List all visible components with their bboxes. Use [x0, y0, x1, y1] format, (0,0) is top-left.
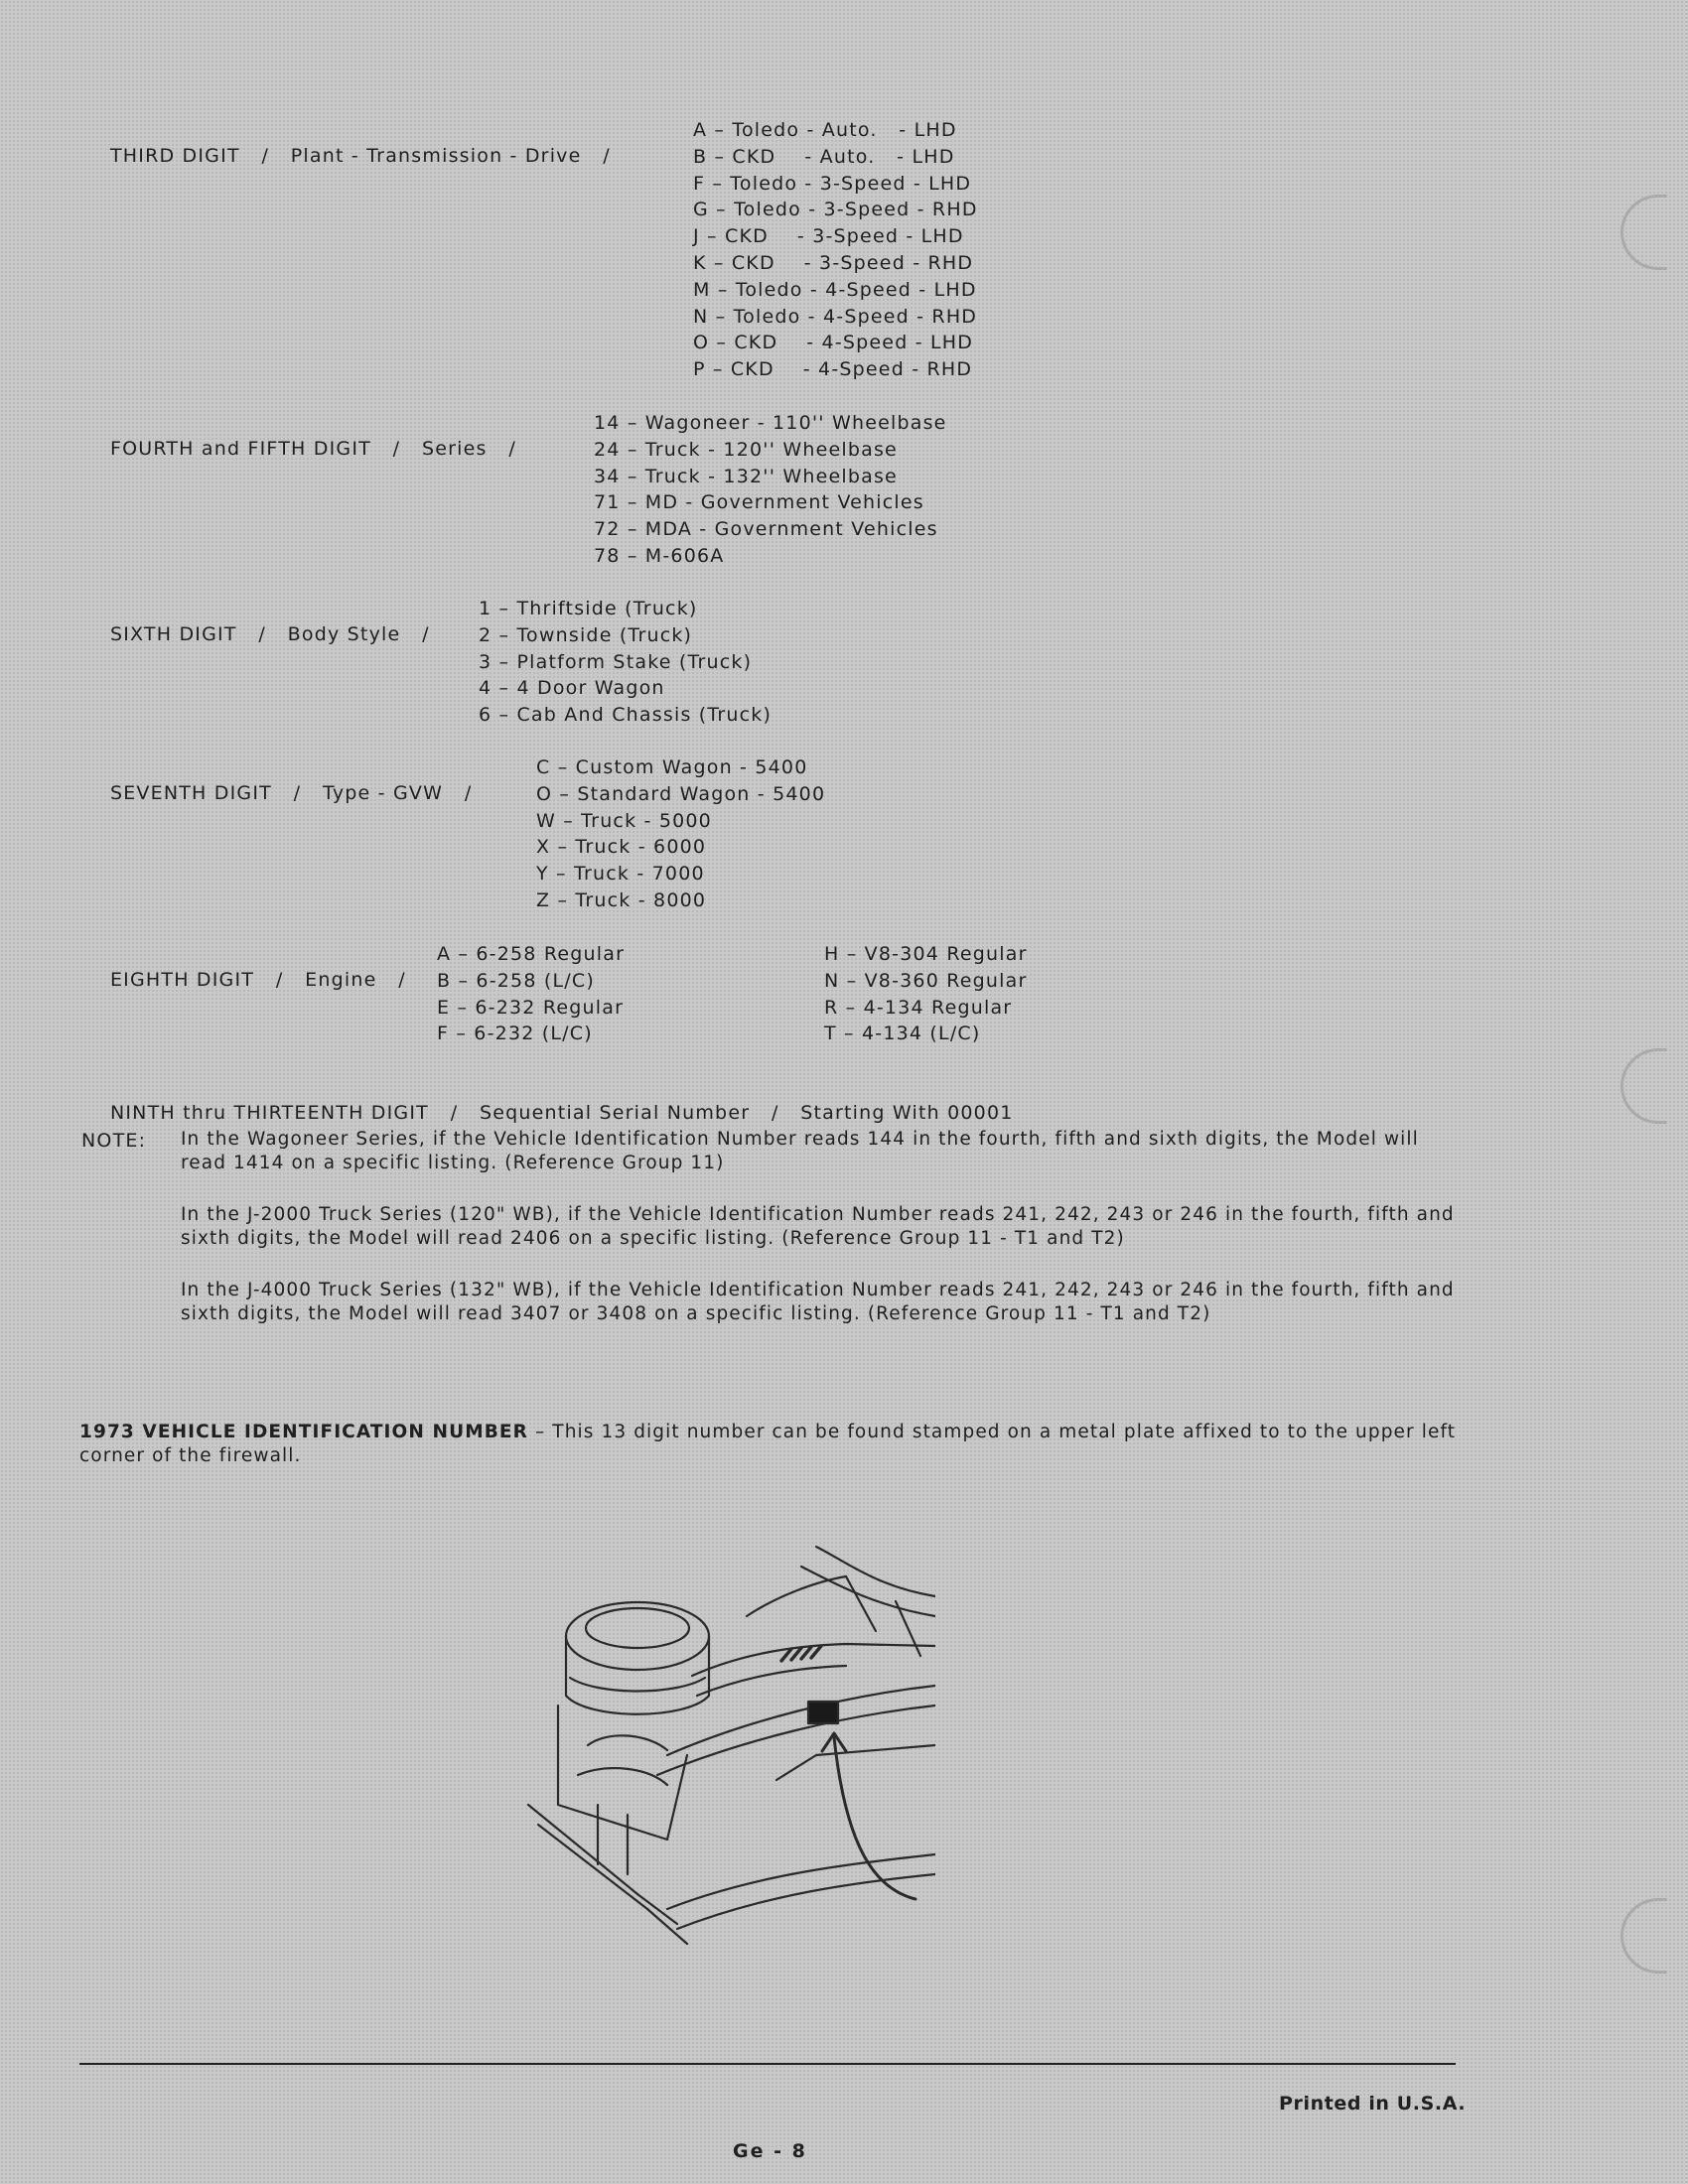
separator: /	[464, 782, 473, 804]
firewall-vin-plate-illustration	[518, 1507, 935, 1964]
code-entry: 34 – Truck - 132'' Wheelbase	[594, 465, 898, 487]
code-entry: T – 4-134 (L/C)	[824, 1023, 981, 1045]
eighth-digit-heading	[81, 941, 406, 1019]
separator: /	[392, 438, 401, 460]
separator: /	[258, 623, 266, 645]
code-entry: 72 – MDA - Government Vehicles	[594, 518, 938, 541]
code-entry: O – Standard Wagon - 5400	[536, 782, 826, 805]
note-paragraph-1: In the Wagoneer Series, if the Vehicle Identification Number reads 144 in the fourth, fifth and sixth digits, the Model will read 1414 on a specific listing. (Reference Group 11)	[181, 1129, 1419, 1173]
vin-1973-text: – This 13 digit number can be found stamped on a metal plate affixed to to the upper left corner of the firewall.	[79, 1422, 1457, 1466]
footer-rule	[79, 2063, 1456, 2065]
binder-hole-middle	[1620, 1048, 1667, 1124]
separator: /	[603, 145, 611, 167]
separator: /	[293, 782, 302, 804]
code-entry: 2 – Townside (Truck)	[479, 623, 693, 646]
code-entry: 3 – Platform Stake (Truck)	[479, 650, 753, 673]
separator: /	[398, 969, 406, 991]
code-entry: M – Toledo - 4-Speed - LHD	[693, 278, 977, 301]
code-entry: F – 6-232 (L/C)	[437, 1023, 593, 1045]
separator: /	[261, 145, 270, 167]
code-entry: 6 – Cab And Chassis (Truck)	[479, 704, 773, 727]
page-number: Ge - 8	[733, 2140, 807, 2162]
code-entry: N – Toledo - 4-Speed - RHD	[693, 305, 978, 328]
code-entry: 78 – M-606A	[594, 545, 725, 567]
vin-1973-heading: 1973 VEHICLE IDENTIFICATION NUMBER	[79, 1422, 528, 1442]
code-entry: 1 – Thriftside (Truck)	[479, 598, 698, 619]
code-entry: P – CKD - 4-Speed - RHD	[693, 358, 973, 381]
code-entry: A – 6-258 Regular	[437, 943, 626, 965]
ninth-digit-field: Sequential Serial Number	[480, 1102, 751, 1124]
vin-1973-paragraph	[79, 1421, 1458, 1468]
code-entry: 24 – Truck - 120'' Wheelbase	[594, 438, 898, 461]
sixth-digit-field: Body Style	[287, 623, 401, 645]
separator: /	[275, 969, 284, 991]
ninth-digit-label: NINTH thru THIRTEENTH DIGIT	[109, 1102, 429, 1124]
code-entry: 4 – 4 Door Wagon	[479, 677, 665, 700]
code-entry: O – CKD - 4-Speed - LHD	[693, 332, 974, 354]
code-entry: X – Truck - 6000	[536, 836, 707, 859]
note-paragraph-3: In the J-4000 Truck Series (132" WB), if the Vehicle Identification Number reads 241, 242, 243 or 246 in the fourth, fifth and sixth digits, the Model will read 3407 or 3408 on a specific listing. (Reference Group 11 - T1 and T2)	[181, 1280, 1455, 1324]
code-entry: R – 4-134 Regular	[824, 996, 1013, 1019]
code-entry: B – 6-258 (L/C)	[437, 969, 595, 992]
code-entry: Y – Truck - 7000	[536, 863, 705, 886]
seventh-digit-field: Type - GVW	[323, 782, 444, 804]
third-digit-label: THIRD DIGIT	[109, 145, 240, 167]
code-entry: G – Toledo - 3-Speed - RHD	[693, 199, 978, 221]
code-entry: N – V8-360 Regular	[824, 969, 1028, 992]
note-paragraph-2: In the J-2000 Truck Series (120" WB), if the Vehicle Identification Number reads 241, 242, 243 or 246 in the fourth, fifth and sixth digits, the Model will read 2406 on a specific listing. (Reference Group 11 - T1 and T2)	[181, 1204, 1455, 1249]
code-entry: J – CKD - 3-Speed - LHD	[693, 225, 964, 248]
seventh-digit-label: SEVENTH DIGIT	[109, 782, 272, 804]
code-entry: A – Toledo - Auto. - LHD	[693, 119, 957, 141]
code-entry: 14 – Wagoneer - 110'' Wheelbase	[594, 412, 947, 434]
third-digit-field: Plant - Transmission - Drive	[290, 145, 582, 167]
fourth-fifth-digit-label: FOURTH and FIFTH DIGIT	[109, 438, 371, 460]
sixth-digit-heading	[81, 596, 430, 673]
binder-hole-top	[1620, 195, 1667, 270]
printed-in-usa: Printed in U.S.A.	[1279, 2093, 1467, 2115]
binder-hole-bottom	[1620, 1898, 1667, 1974]
code-entry: B – CKD - Auto. - LHD	[693, 145, 955, 168]
note-label: NOTE:	[81, 1130, 147, 1152]
code-entry: W – Truck - 5000	[536, 809, 712, 832]
code-entry: H – V8-304 Regular	[824, 943, 1028, 965]
seventh-digit-heading	[81, 754, 472, 832]
sixth-digit-label: SIXTH DIGIT	[109, 623, 237, 645]
code-entry: C – Custom Wagon - 5400	[536, 756, 808, 778]
code-entry: 71 – MD - Government Vehicles	[594, 491, 924, 514]
ninth-digit-value: Starting With 00001	[800, 1102, 1014, 1124]
code-entry: K – CKD - 3-Speed - RHD	[693, 252, 974, 274]
separator: /	[450, 1102, 459, 1124]
eighth-digit-label: EIGHTH DIGIT	[109, 969, 255, 991]
fourth-fifth-digit-heading	[81, 410, 516, 487]
eighth-digit-field: Engine	[305, 969, 377, 991]
code-entry: E – 6-232 Regular	[437, 996, 625, 1019]
separator: /	[771, 1102, 779, 1124]
separator: /	[508, 438, 516, 460]
code-entry: F – Toledo - 3-Speed - LHD	[693, 172, 972, 195]
separator: /	[422, 623, 430, 645]
third-digit-heading	[81, 117, 611, 195]
fourth-fifth-digit-field: Series	[421, 438, 488, 460]
code-entry: Z – Truck - 8000	[536, 889, 707, 911]
